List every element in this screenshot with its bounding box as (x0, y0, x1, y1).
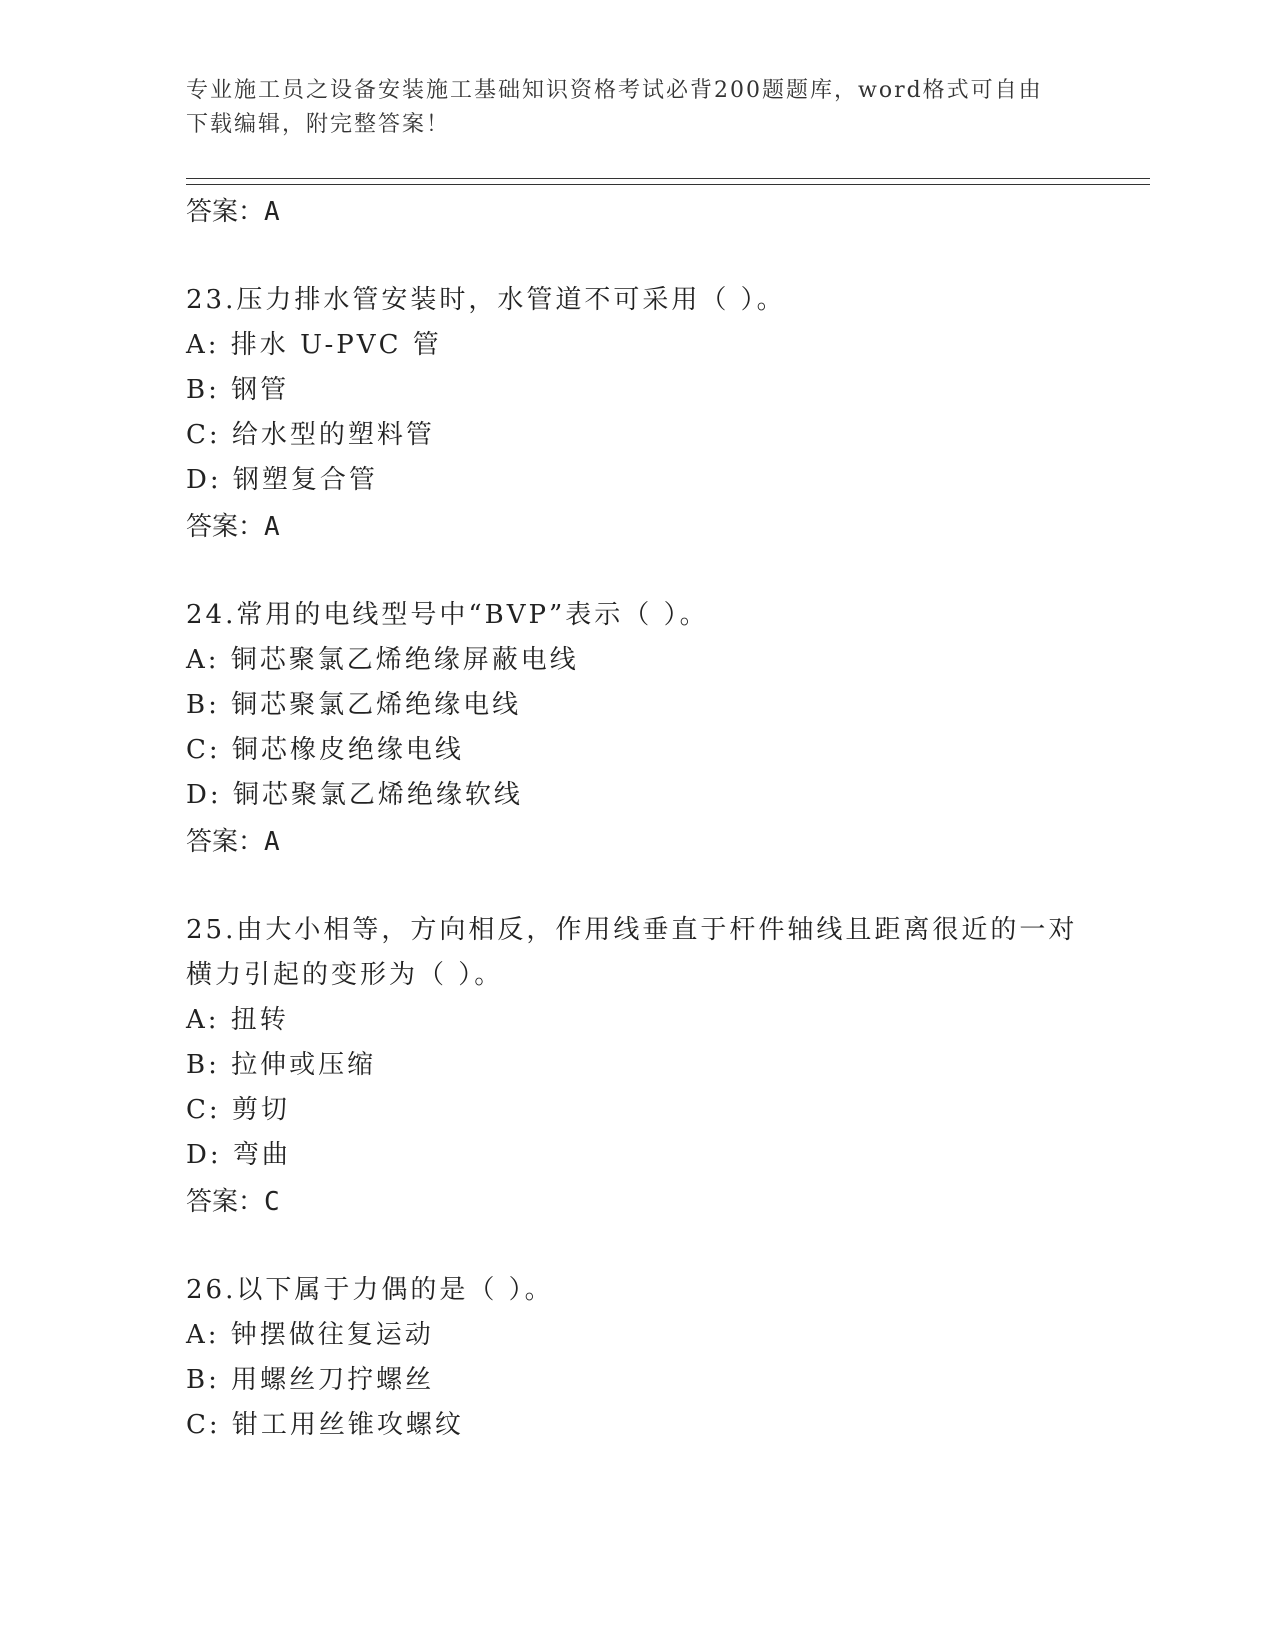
question-stem: 24.常用的电线型号中“BVP”表示（ ）。 (186, 600, 709, 630)
header-divider-top (186, 178, 1150, 179)
question-26 (186, 1268, 1086, 1448)
answer-label: 答案： (186, 1187, 265, 1217)
option-d: D: 钢塑复合管 (186, 465, 378, 495)
option-a: A: 排水 U-PVC 管 (186, 330, 442, 360)
option-c: C: 给水型的塑料管 (186, 420, 435, 450)
option-b: B: 钢管 (186, 375, 290, 405)
option-c: C: 剪切 (186, 1095, 290, 1125)
answer-label: 答案： (186, 197, 265, 227)
question-list (186, 188, 1086, 1448)
answer-value: C (264, 1187, 280, 1217)
header-line-2: 下载编辑，附完整答案！ (186, 112, 451, 137)
option-c: C: 铜芯橡皮绝缘电线 (186, 735, 464, 765)
question-stem: 23.压力排水管安装时，水管道不可采用（ ）。 (186, 285, 786, 315)
header-line-1: 专业施工员之设备安装施工基础知识资格考试必背200题题库，word格式可自由 (186, 78, 1043, 103)
option-b: B: 铜芯聚氯乙烯绝缘电线 (186, 690, 522, 720)
option-d: D: 弯曲 (186, 1140, 291, 1170)
question-stem: 26.以下属于力偶的是（ ）。 (186, 1275, 554, 1305)
question-24 (186, 593, 1086, 866)
question-23 (186, 278, 1086, 551)
question-answer (186, 818, 1086, 866)
page-header (186, 74, 1066, 142)
previous-answer (186, 188, 1086, 236)
option-a: A: 扭转 (186, 1005, 289, 1035)
option-b: B: 拉伸或压缩 (186, 1050, 377, 1080)
option-c: C: 钳工用丝锥攻螺纹 (186, 1410, 464, 1440)
answer-label: 答案： (186, 512, 265, 542)
option-b: B: 用螺丝刀拧螺丝 (186, 1365, 435, 1395)
question-25 (186, 908, 1086, 1226)
answer-label: 答案： (186, 827, 265, 857)
answer-value: A (264, 512, 280, 542)
question-answer (186, 503, 1086, 551)
header-divider-bottom (186, 184, 1150, 185)
option-d: D: 铜芯聚氯乙烯绝缘软线 (186, 780, 523, 810)
option-a: A: 铜芯聚氯乙烯绝缘屏蔽电线 (186, 645, 579, 675)
answer-value: A (264, 827, 280, 857)
question-stem: 25.由大小相等，方向相反，作用线垂直于杆件轴线且距离很近的一对横力引起的变形为（ ）。 (186, 915, 1078, 990)
option-a: A: 钟摆做往复运动 (186, 1320, 434, 1350)
question-answer (186, 1178, 1086, 1226)
answer-value: A (264, 197, 280, 227)
